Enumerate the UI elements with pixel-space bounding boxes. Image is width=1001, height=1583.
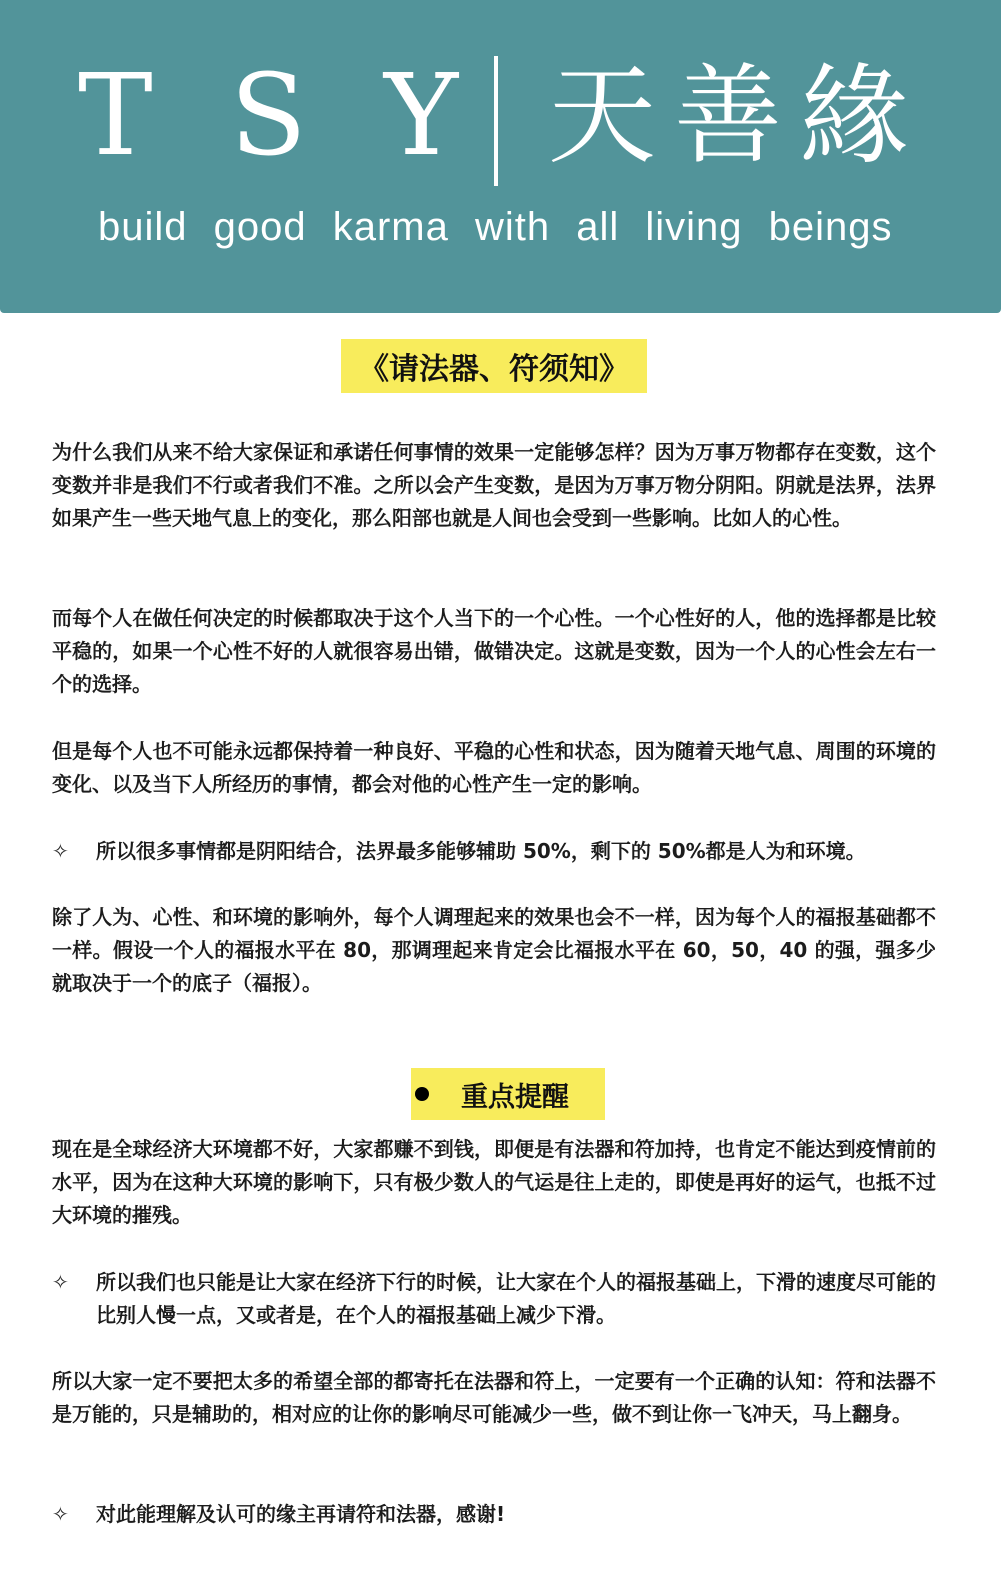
paragraph-6: 所以大家一定不要把太多的希望全部的都寄托在法器和符上，一定要有一个正确的认知：符和法器不是万能的，只是辅助的，相对应的让你的影响尽可能减少一些，做不到让你一飞冲天，马上翻身。	[52, 1369, 936, 1426]
bullet-item-2	[52, 1266, 936, 1332]
bullet-text-3: 对此能理解及认可的缘主再请符和法器，感谢!	[96, 1502, 506, 1526]
header-banner	[0, 0, 1001, 313]
sparkle-icon: ✧	[52, 1270, 69, 1294]
brand-divider	[494, 56, 498, 186]
section-heading-key-reminder	[411, 1068, 605, 1120]
sparkle-icon: ✧	[52, 839, 69, 863]
paragraph-5: 现在是全球经济大环境都不好，大家都赚不到钱，即便是有法器和符加持，也肯定不能达到疫情前的水平，因为在这种大环境的影响下，只有极少数人的气运是往上走的，即使是再好的运气，也抵不过大环境的摧残。	[52, 1137, 936, 1227]
brand-letter-y: Y	[384, 51, 458, 181]
paragraph-3: 但是每个人也不可能永远都保持着一种良好、平稳的心性和状态，因为随着天地气息、周围的环境的变化、以及当下人所经历的事情，都会对他的心性产生一定的影响。	[52, 739, 936, 796]
paragraph-1: 为什么我们从来不给大家保证和承诺任何事情的效果一定能够怎样？因为万事万物都存在变数，这个变数并非是我们不行或者我们不准。之所以会产生变数，是因为万事万物分阴阳。阴就是法界，法界如果产生一些天地气息上的变化，那么阳部也就是人间也会受到一些影响。比如人的心性。	[52, 440, 936, 530]
bullet-dot-icon	[415, 1087, 429, 1101]
paragraph-2: 而每个人在做任何决定的时候都取决于这个人当下的一个心性。一个心性好的人，他的选择都是比较平稳的，如果一个心性不好的人就很容易出错，做错决定。这就是变数，因为一个人的心性会左右一个的选择。	[52, 606, 936, 696]
brand-latin-logo	[78, 51, 458, 181]
bullet-item-3	[52, 1498, 936, 1531]
brand-tagline: build good karma with all living beings	[98, 205, 893, 249]
sparkle-icon: ✧	[52, 1502, 69, 1526]
brand-letter-s: S	[230, 51, 307, 181]
document-title: 《请法器、符须知》	[341, 339, 647, 393]
brand-chinese-name: 天善緣	[548, 54, 927, 179]
paragraph-4: 除了人为、心性、和环境的影响外，每个人调理起来的效果也会不一样，因为每个人的福报基础都不一样。假设一个人的福报水平在 80，那调理起来肯定会比福报水平在 60，50，40 的强，强多少就取决于一个的底子（福报）。	[52, 905, 936, 995]
brand-letter-t: T	[78, 51, 153, 181]
section-heading-text: 重点提醒	[461, 1081, 569, 1113]
bullet-text-1: 所以很多事情都是阴阳结合，法界最多能够辅助 50%，剩下的 50%都是人为和环境。	[96, 839, 866, 863]
bullet-item-1	[52, 835, 936, 868]
bullet-text-2: 所以我们也只能是让大家在经济下行的时候，让大家在个人的福报基础上，下滑的速度尽可能的比别人慢一点，又或者是，在个人的福报基础上减少下滑。	[96, 1270, 936, 1327]
